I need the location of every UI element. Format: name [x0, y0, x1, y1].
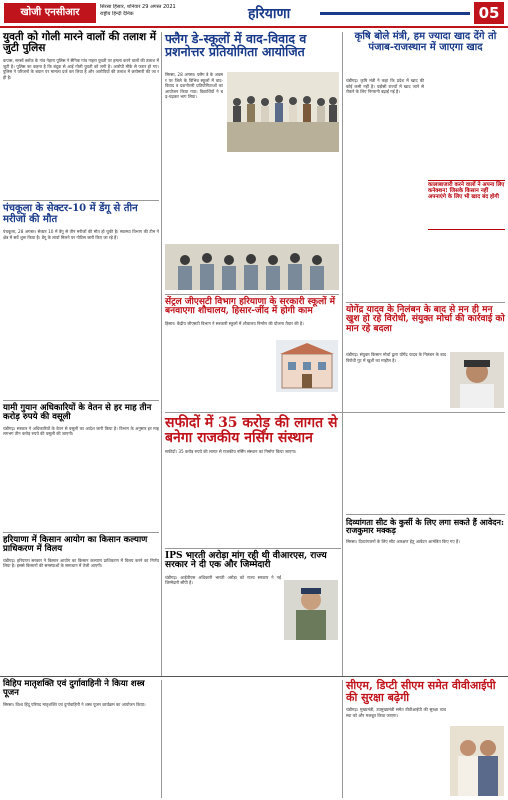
- headline-a4: हरियाणा में किसान आयोग का किसान कल्याण प्राधिकरण में विलय: [3, 535, 148, 554]
- headline-c1: कृषि बोले मंत्री, हम ज्यादा खाद देंगे तो पंजाब-राजस्थान में जाएगा खाद: [354, 31, 497, 53]
- building-photo: [276, 340, 338, 392]
- group-photo: [227, 72, 339, 152]
- page-number: 05: [474, 2, 504, 24]
- callout-box: [428, 180, 505, 230]
- divider: [3, 532, 159, 533]
- headline-b3: सफीदों में 35 करोड़ की लागत से बनेगा राजकीय नर्सिंग संस्थान: [165, 415, 338, 446]
- article-a2: [3, 204, 159, 399]
- masthead-info: [100, 4, 240, 18]
- article-a3: [3, 404, 159, 530]
- body-b3-continued: [346, 436, 505, 510]
- headline-c3: दिव्यांगता सीट के कुर्सी के लिए लगा सकते हैं आवेदन: राजकुमार मक्कड़: [346, 517, 504, 536]
- article-a5: [3, 680, 159, 786]
- divider: [165, 412, 505, 413]
- dateline: सिरसा हिसार, शनिवार 29 अगस्त 2021: [100, 4, 176, 10]
- body-c3: सिरसा। दिव्यांगजनों के लिए सीट आरक्षण हेतु आवेदन आमंत्रित किए गए हैं।: [346, 538, 460, 544]
- classroom-photo: [165, 244, 339, 290]
- divider: [165, 294, 339, 295]
- column-rule: [342, 32, 343, 676]
- body-b2: हिसार। केंद्रीय जीएसटी विभाग ने सरकारी स्कूलों में शौचालय निर्माण की योजना तैयार की है।: [165, 320, 304, 326]
- body-b1: सिरसा, 28 अगस्त। फ्लैग डे के अवसर पर जिले के विभिन्न स्कूलों में वाद-विवाद व प्रशनोत्तरी प्रतियोगिताओं का आयोजन किया गया। विद्यार्थियों ने बढ़-चढ़कर भाग लिया।: [165, 72, 223, 100]
- headline-a3: यामी गुयान अधिकारियों के वेतन से हर माह तीन करोड़ रुपये की वसूली: [3, 403, 152, 422]
- article-c2: [346, 306, 505, 334]
- headline-b4: IPS भारती अरोड़ा मांग रही थी वीआरएस, राज्य सरकार ने दी एक और जिम्मेदारी: [165, 551, 327, 571]
- section-title: हरियाणा: [248, 6, 291, 22]
- divider: [0, 676, 508, 677]
- body-a2: पंचकूला, 28 अगस्त। सेक्टर 10 में डेंगू से तीन मरीजों की मौत हो चुकी है। स्वास्थ्य विभाग की टीम ने क्षेत्र में सर्वे शुरू किया है। डेंगू के लार्वा मिलने पर नोटिस जारी किए जा रहे हैं।: [3, 229, 159, 240]
- tagline: राष्ट्रीय हिन्दी दैनिक: [100, 11, 134, 17]
- headline-c4: सीएम, डिप्टी सीएम समेत वीवीआईपी की सुरक्षा बढ़ेगी: [346, 679, 496, 704]
- body-a1: कपास, सरसों ब्लॉक के गांव नेहारा पुलिस ने सैनिक गांव नाहरा युवती पर हमला करने वालों की तलाश में जुटी है। पुलिस का कहना है कि बंदूक से आई गोली युवती को लगी है। आरोपी मौके से फरार हो गए। पुलिस ने परिजनों के बयान पर मामला दर्ज कर लिया है और आरोपियों की तलाश में छापेमारी की जा रही है।: [3, 58, 159, 80]
- officer-photo: [284, 580, 338, 640]
- column-rule: [161, 680, 162, 798]
- body-c1-continued: [428, 78, 505, 178]
- body-b4: चंडीगढ़। आईपीएस अधिकारी भारती अरोड़ा को राज्य सरकार ने नई जिम्मेदारी सौंपी है।: [165, 574, 281, 586]
- column-rule: [161, 32, 162, 676]
- body-b3: सफीदों। 35 करोड़ रुपये की लागत से राजकीय नर्सिंग संस्थान का निर्माण किया जाएगा।: [165, 449, 297, 455]
- portrait-photo: [450, 352, 504, 408]
- headline-b2: सेंट्रल जीएसटी विभाग हरियाणा के सरकारी स्कूलों में बनवाएगा शौचालय, हिसार-जींद में होगी काम: [165, 297, 335, 317]
- article-a4: [3, 536, 159, 660]
- brand-logo: खोजी एनसीआर: [4, 3, 96, 23]
- headline-c2: योगेंद्र यादव के निलंबन के बाद से मन ही मन खुश हो रहे विरोधी, संयुक्त मोर्चा की कार्रवाई को मान रहे बदला: [346, 305, 505, 334]
- article-a1: [3, 32, 159, 178]
- article-b3: [165, 416, 341, 535]
- body-a5: सिरसा। विश्व हिंदू परिषद मातृशक्ति एवं दुर्गावाहिनी ने शस्त्र पूजन कार्यक्रम का आयोजन किया।: [3, 701, 146, 707]
- divider: [346, 302, 505, 303]
- headline-a2: पंचकूला के सेक्टर-10 में डेंगू से तीन मरीजों की मौत: [3, 203, 138, 225]
- body-c4: चंडीगढ़। मुख्यमंत्री, उपमुख्यमंत्री समेत वीवीआईपी की सुरक्षा व्यवस्था को और मजबूत किया जाएगा।: [346, 707, 446, 718]
- article-b1: [165, 32, 341, 58]
- divider: [3, 200, 159, 201]
- headline-a1: युवती को गोली मारने वालों की तलाश में जुटी पुलिस: [3, 31, 157, 55]
- divider: [165, 548, 341, 549]
- leaders-photo: [450, 726, 504, 796]
- body-c1-tail: [428, 234, 505, 298]
- body-c1: चंडीगढ़। कृषि मंत्री ने कहा कि प्रदेश में खाद की कोई कमी नहीं है। पड़ोसी राज्यों में खाद जाने से रोकने के लिए निगरानी बढ़ाई गई है।: [346, 78, 424, 95]
- body-a3: चंडीगढ़। सरकार ने अधिकारियों के वेतन से वसूली का आदेश जारी किया है। विभाग के अनुसार हर माह लगभग तीन करोड़ रुपये की वसूली की जाएगी।: [3, 425, 159, 437]
- headline-a5: विहिप मातृशक्ति एवं दुर्गावाहिनी ने किया शस्त्र पूजन: [3, 679, 145, 698]
- section-rule: [320, 12, 470, 15]
- headline-b1: फ्लैग डे-स्कूलों में वाद-विवाद व प्रशनोत्तर प्रतियोगिता आयोजित: [165, 31, 307, 60]
- body-bottom-middle: [165, 680, 341, 798]
- divider: [3, 400, 159, 401]
- callout-text: कालाबाजारी करने वालों ने अपना लिए कनेक्शन! जिसके किसान नहीं अपनाएंगे के लिए भी खाद बंद होगी: [428, 182, 505, 200]
- body-b1-continued: [227, 156, 339, 226]
- article-c3: [346, 518, 505, 649]
- body-c2: चंडीगढ़। संयुक्त किसान मोर्चा द्वारा योगेंद्र यादव के निलंबन के बाद विरोधी गुट में खुशी का माहौल है।: [346, 352, 446, 363]
- masthead: [0, 0, 508, 28]
- column-rule: [342, 680, 343, 798]
- article-c1: [346, 32, 505, 53]
- body-a4: चंडीगढ़। हरियाणा सरकार ने किसान आयोग का किसान कल्याण प्राधिकरण में विलय करने का निर्णय लिया है। इससे किसानों की समस्याओं के समाधान में तेजी आएगी।: [3, 557, 159, 569]
- divider: [346, 514, 505, 515]
